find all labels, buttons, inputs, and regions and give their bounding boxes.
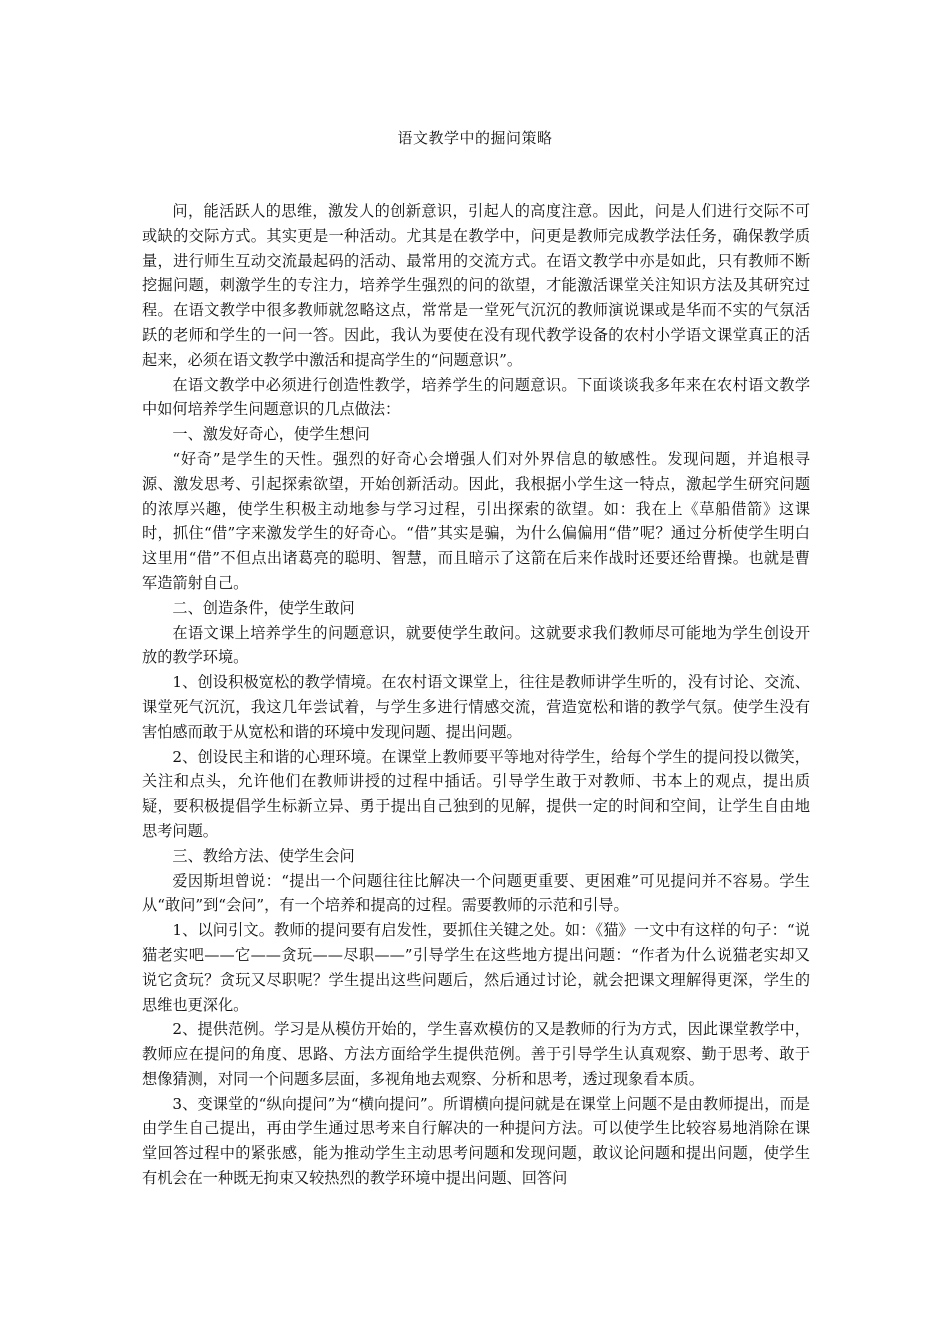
paragraph: 爱因斯坦曾说：“提出一个问题往往比解决一个问题更重要、更困难”可见提问并不容易。学生从“敢问”到“会问”，有一个培养和提高的过程。需要教师的示范和引导。 (142, 871, 810, 915)
document-body (142, 199, 810, 1191)
section-heading: 二、创造条件，使学生敢问 (172, 598, 355, 617)
paragraph: 在语文教学中必须进行创造性教学，培养学生的问题意识。下面谈谈我多年来在农村语文教学中如何培养学生问题意识的几点做法： (142, 375, 810, 419)
paragraph: “好奇”是学生的天性。强烈的好奇心会增强人们对外界信息的敏感性。发现问题，并追根寻源、激发思考、引起探索欲望，开始创新活动。因此，我根据小学生这一特点，激起学生研究问题的浓厚兴趣，使学生积极主动地参与学习过程，引出探索的欲望。如：我在上《草船借箭》这课时，抓住“借”字来激发学生的好奇心。“借”其实是骗，为什么偏偏用“借”呢？通过分析使学生明白这里用“借”不但点出诸葛亮的聪明、智慧，而且暗示了这箭在后来作战时还要还给曹操。也就是曹军造箭射自己。 (142, 449, 810, 592)
document-title: 语文教学中的掘问策略 (397, 129, 553, 147)
section-heading: 一、激发好奇心，使学生想问 (172, 425, 370, 444)
paragraph: 1、以问引文。教师的提问要有启发性，要抓住关键之处。如：《猫》一文中有这样的句子：“说猫老实吧——它——贪玩——尽职——”引导学生在这些地方提出问题：“作者为什么说猫老实却又说它贪玩？贪玩又尽职呢？学生提出这些问题后，然后通过讨论，就会把课文理解得更深，学生的思维也更深化。 (142, 921, 810, 1014)
section-heading: 三、教给方法、使学生会问 (172, 846, 355, 865)
paragraph: 在语文课上培养学生的问题意识，就要使学生敢问。这就要求我们教师尽可能地为学生创设开放的教学环境。 (142, 623, 810, 667)
paragraph: 1、创设积极宽松的教学情境。在农村语文课堂上，往往是教师讲学生听的，没有讨论、交流、课堂死气沉沉，我这几年尝试着，与学生多进行情感交流，营造宽松和谐的教学气氛。使学生没有害怕感而敢于从宽松和谐的环境中发现问题、提出问题。 (142, 673, 810, 741)
paragraph: 问，能活跃人的思维，激发人的创新意识，引起人的高度注意。因此，问是人们进行交际不可或缺的交际方式。其实更是一种活动。尤其是在教学中，问更是教师完成教学法任务，确保教学质量，进行师生互动交流最起码的活动、最常用的交流方式。在语文教学中亦是如此，只有教师不断挖掘问题，刺激学生的专注力，培养学生强烈的问的欲望，才能激活课堂关注知识方法及其研究过程。在语文教学中很多教师就忽略这点，常常是一堂死气沉沉的教师演说课或是华而不实的气氛活跃的老师和学生的一问一答。因此，我认为要使在没有现代教学设备的农村小学语文课堂真正的活起来，必须在语文教学中激活和提高学生的“问题意识”。 (142, 202, 810, 369)
paragraph: 3、变课堂的“纵向提问”为“横向提问”。所谓横向提问就是在课堂上问题不是由教师提出，而是由学生自己提出，再由学生通过思考来自行解决的一种提问方法。可以使学生比较容易地消除在课堂回答过程中的紧张感，能为推动学生主动思考问题和发现问题，敢议论问题和提出问题，使学生有机会在一种既无拘束又较热烈的教学环境中提出问题、回答问 (142, 1094, 810, 1188)
paragraph: 2、创设民主和谐的心理环境。在课堂上教师要平等地对待学生，给每个学生的提问投以微笑，关注和点头，允许他们在教师讲授的过程中插话。引导学生敢于对教师、书本上的观点，提出质疑，要积极提倡学生标新立异、勇于提出自己独到的见解，提供一定的时间和空间，让学生自由地思考问题。 (142, 747, 810, 840)
paragraph: 2、提供范例。学习是从模仿开始的，学生喜欢模仿的又是教师的行为方式，因此课堂教学中，教师应在提问的角度、思路、方法方面给学生提供范例。善于引导学生认真观察、勤于思考、敢于想像猜测，对同一个问题多层面，多视角地去观察、分析和思考，透过现象看本质。 (142, 1020, 810, 1088)
